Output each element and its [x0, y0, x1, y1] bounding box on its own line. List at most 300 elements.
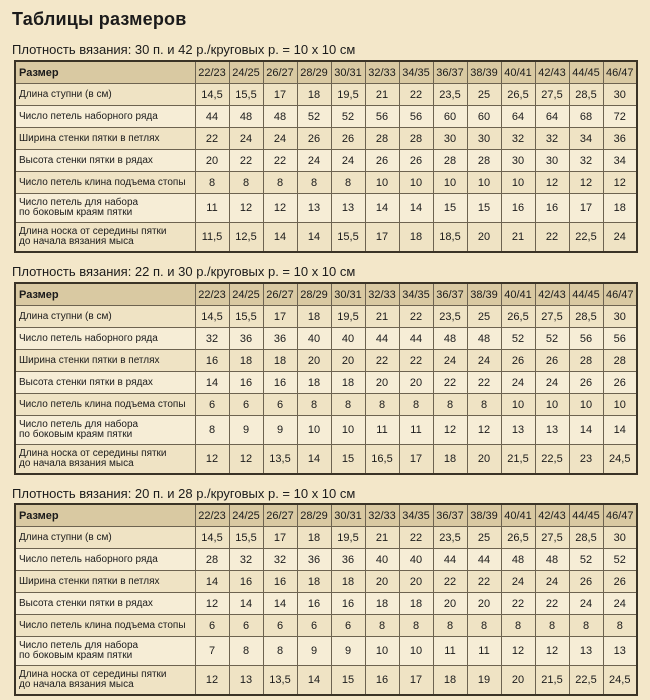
table-row — [15, 571, 637, 593]
table-cell: 10 — [535, 394, 569, 416]
table-cell: 8 — [297, 172, 331, 194]
table-row — [15, 416, 637, 445]
table-cell: 13 — [229, 666, 263, 696]
row-label-line: Длина ступни (в см) — [19, 531, 112, 543]
table-cell: 21 — [365, 306, 399, 328]
table-row — [15, 372, 637, 394]
table-cell: 26 — [297, 128, 331, 150]
table-cell: 30 — [603, 84, 637, 106]
table-cell: 20 — [195, 150, 229, 172]
size-table-2 — [14, 282, 638, 475]
table-cell: 23,5 — [433, 527, 467, 549]
table-cell: 20 — [467, 445, 501, 475]
table-cell: 6 — [229, 394, 263, 416]
size-column-header: 34/35 — [399, 61, 433, 84]
row-label — [15, 593, 195, 615]
table-row — [15, 527, 637, 549]
table-cell: 12 — [195, 593, 229, 615]
table-cell: 26,5 — [501, 306, 535, 328]
table-cell: 24 — [501, 372, 535, 394]
table-cell: 24 — [297, 150, 331, 172]
page-title: Таблицы размеров — [12, 9, 187, 29]
table-cell: 26,5 — [501, 84, 535, 106]
table-cell: 28 — [433, 150, 467, 172]
table-cell: 23,5 — [433, 84, 467, 106]
row-label — [15, 571, 195, 593]
size-header-label: Размер — [15, 283, 195, 306]
table-cell: 17 — [399, 666, 433, 696]
table-cell: 16 — [195, 350, 229, 372]
table-cell: 17 — [365, 223, 399, 253]
row-label-line: Число петель для набора — [19, 640, 139, 651]
table-cell: 13 — [297, 194, 331, 223]
table-cell: 48 — [229, 106, 263, 128]
size-column-header: 32/33 — [365, 61, 399, 84]
table-cell: 22 — [467, 372, 501, 394]
table-cell: 14 — [297, 223, 331, 253]
table-cell: 8 — [331, 172, 365, 194]
table-row — [15, 615, 637, 637]
table-cell: 6 — [331, 615, 365, 637]
table-cell: 20 — [331, 350, 365, 372]
row-label-line: по боковым краям пятки — [19, 429, 133, 440]
table-cell: 48 — [501, 549, 535, 571]
table-cell: 56 — [399, 106, 433, 128]
table-cell: 22,5 — [535, 445, 569, 475]
row-label-line: Длина носка от середины пятки — [19, 669, 167, 680]
table-cell: 16 — [331, 593, 365, 615]
size-column-header: 38/39 — [467, 504, 501, 527]
row-label — [15, 350, 195, 372]
table-cell: 22 — [535, 593, 569, 615]
table-cell: 17 — [263, 84, 297, 106]
table-cell: 16 — [535, 194, 569, 223]
table-cell: 26 — [603, 571, 637, 593]
table-cell: 11 — [467, 637, 501, 666]
size-column-header: 44/45 — [569, 504, 603, 527]
table-cell: 12 — [535, 637, 569, 666]
row-label — [15, 549, 195, 571]
table-cell: 36 — [263, 328, 297, 350]
row-label-line: Высота стенки пятки в рядах — [19, 154, 153, 166]
table-cell: 15 — [331, 666, 365, 696]
table-cell: 44 — [195, 106, 229, 128]
table-cell: 14 — [229, 593, 263, 615]
table-cell: 8 — [603, 615, 637, 637]
table-cell: 28,5 — [569, 527, 603, 549]
table-cell: 18 — [331, 372, 365, 394]
table-cell: 20 — [365, 372, 399, 394]
table-cell: 8 — [467, 394, 501, 416]
table-cell: 44 — [365, 328, 399, 350]
table-cell: 24,5 — [603, 666, 637, 696]
table-cell: 36 — [603, 128, 637, 150]
row-label — [15, 128, 195, 150]
table-cell: 10 — [501, 394, 535, 416]
table-cell: 17 — [263, 527, 297, 549]
table-cell: 27,5 — [535, 527, 569, 549]
table-cell: 18 — [297, 84, 331, 106]
row-label — [15, 416, 195, 445]
row-label-line: Высота стенки пятки в рядах — [19, 597, 153, 609]
table-cell: 24 — [331, 150, 365, 172]
table-cell: 36 — [297, 549, 331, 571]
table-cell: 72 — [603, 106, 637, 128]
table-cell: 27,5 — [535, 84, 569, 106]
table-cell: 19,5 — [331, 527, 365, 549]
size-column-header: 36/37 — [433, 61, 467, 84]
row-label-line: Число петель наборного ряда — [19, 553, 158, 565]
table-cell: 10 — [365, 637, 399, 666]
size-column-header: 44/45 — [569, 283, 603, 306]
table-cell: 19,5 — [331, 306, 365, 328]
table-cell: 22 — [433, 372, 467, 394]
size-column-header: 22/23 — [195, 504, 229, 527]
table-cell: 8 — [501, 615, 535, 637]
table-cell: 22 — [535, 223, 569, 253]
table-row — [15, 445, 637, 475]
table-cell: 11 — [399, 416, 433, 445]
row-label — [15, 106, 195, 128]
table-cell: 40 — [331, 328, 365, 350]
size-column-header: 38/39 — [467, 61, 501, 84]
table-cell: 12 — [195, 666, 229, 696]
table-cell: 18 — [331, 571, 365, 593]
table-cell: 18 — [399, 593, 433, 615]
table-cell: 10 — [501, 172, 535, 194]
table-cell: 22 — [365, 350, 399, 372]
table-cell: 28,5 — [569, 84, 603, 106]
table-cell: 14 — [399, 194, 433, 223]
table-cell: 18 — [263, 350, 297, 372]
table-cell: 10 — [399, 637, 433, 666]
table-cell: 18 — [297, 372, 331, 394]
row-label — [15, 172, 195, 194]
table-cell: 18 — [433, 445, 467, 475]
table-cell: 12 — [263, 194, 297, 223]
table-cell: 26 — [603, 372, 637, 394]
table-cell: 30 — [467, 128, 501, 150]
row-label — [15, 615, 195, 637]
density-caption-2: Плотность вязания: 22 п. и 30 р./круговых р. = 10 х 10 см — [12, 264, 356, 279]
table-cell: 22 — [399, 84, 433, 106]
row-label — [15, 150, 195, 172]
size-header-label: Размер — [15, 61, 195, 84]
table-cell: 8 — [365, 615, 399, 637]
table-cell: 10 — [569, 394, 603, 416]
table-cell: 22 — [399, 350, 433, 372]
table-cell: 44 — [433, 549, 467, 571]
table-cell: 28,5 — [569, 306, 603, 328]
table-cell: 52 — [569, 549, 603, 571]
table-cell: 52 — [331, 106, 365, 128]
table-cell: 6 — [263, 615, 297, 637]
table-cell: 44 — [467, 549, 501, 571]
table-cell: 26 — [331, 128, 365, 150]
table-cell: 48 — [433, 328, 467, 350]
row-label — [15, 394, 195, 416]
size-column-header: 40/41 — [501, 61, 535, 84]
table-cell: 20 — [399, 372, 433, 394]
table-cell: 8 — [569, 615, 603, 637]
table-cell: 24 — [229, 128, 263, 150]
table-row — [15, 172, 637, 194]
size-column-header: 26/27 — [263, 283, 297, 306]
table-cell: 13 — [501, 416, 535, 445]
size-column-header: 24/25 — [229, 61, 263, 84]
table-cell: 26 — [399, 150, 433, 172]
table-cell: 56 — [569, 328, 603, 350]
size-column-header: 42/43 — [535, 504, 569, 527]
table-cell: 8 — [433, 394, 467, 416]
size-column-header: 34/35 — [399, 283, 433, 306]
table-cell: 32 — [535, 128, 569, 150]
size-column-header: 22/23 — [195, 283, 229, 306]
table-cell: 15,5 — [229, 306, 263, 328]
table-cell: 24 — [535, 372, 569, 394]
table-cell: 48 — [535, 549, 569, 571]
table-cell: 24 — [467, 350, 501, 372]
table-cell: 68 — [569, 106, 603, 128]
table-cell: 8 — [399, 615, 433, 637]
table-cell: 10 — [365, 172, 399, 194]
row-label-line: Число петель наборного ряда — [19, 110, 158, 122]
table-cell: 13 — [603, 637, 637, 666]
row-label-line: Длина ступни (в см) — [19, 310, 112, 322]
table-cell: 20 — [433, 593, 467, 615]
table-cell: 18 — [297, 527, 331, 549]
table-cell: 8 — [297, 394, 331, 416]
table-cell: 22 — [399, 527, 433, 549]
table-cell: 21,5 — [501, 445, 535, 475]
table-cell: 15 — [331, 445, 365, 475]
table-row — [15, 223, 637, 253]
table-cell: 21 — [501, 223, 535, 253]
table-cell: 23 — [569, 445, 603, 475]
table-cell: 14 — [603, 416, 637, 445]
table-cell: 52 — [501, 328, 535, 350]
row-label-line: до начала вязания мыса — [19, 458, 134, 469]
table-cell: 18,5 — [433, 223, 467, 253]
table-cell: 60 — [433, 106, 467, 128]
table-cell: 15 — [467, 194, 501, 223]
table-cell: 9 — [331, 637, 365, 666]
table-cell: 14,5 — [195, 306, 229, 328]
table-cell: 25 — [467, 306, 501, 328]
table-cell: 18 — [229, 350, 263, 372]
density-caption-3: Плотность вязания: 20 п. и 28 р./круговых р. = 10 х 10 см — [12, 486, 356, 501]
table-cell: 21 — [365, 84, 399, 106]
table-row — [15, 350, 637, 372]
table-cell: 27,5 — [535, 306, 569, 328]
size-column-header: 24/25 — [229, 504, 263, 527]
row-label — [15, 372, 195, 394]
size-column-header: 40/41 — [501, 504, 535, 527]
table-cell: 22 — [195, 128, 229, 150]
table-cell: 34 — [603, 150, 637, 172]
row-label — [15, 637, 195, 666]
table-row — [15, 394, 637, 416]
table-cell: 13,5 — [263, 666, 297, 696]
table-cell: 10 — [603, 394, 637, 416]
table-cell: 30 — [603, 527, 637, 549]
table-cell: 21 — [365, 527, 399, 549]
size-column-header: 34/35 — [399, 504, 433, 527]
table-cell: 28 — [569, 350, 603, 372]
row-label-line: до начала вязания мыса — [19, 236, 134, 247]
table-cell: 8 — [399, 394, 433, 416]
density-caption-1: Плотность вязания: 30 п. и 42 р./круговых р. = 10 х 10 см — [12, 42, 356, 57]
size-column-header: 32/33 — [365, 283, 399, 306]
table-cell: 19 — [467, 666, 501, 696]
table-cell: 30 — [501, 150, 535, 172]
table-cell: 22 — [467, 571, 501, 593]
table-cell: 12 — [467, 416, 501, 445]
table-cell: 8 — [195, 416, 229, 445]
size-column-header: 30/31 — [331, 504, 365, 527]
table-cell: 14 — [263, 593, 297, 615]
table-cell: 32 — [263, 549, 297, 571]
table-cell: 15,5 — [229, 84, 263, 106]
row-label-line: Ширина стенки пятки в петлях — [19, 354, 160, 366]
table-cell: 22,5 — [569, 666, 603, 696]
row-label — [15, 84, 195, 106]
row-label — [15, 445, 195, 475]
size-table-1 — [14, 60, 638, 253]
table-cell: 13,5 — [263, 445, 297, 475]
table-cell: 12 — [195, 445, 229, 475]
size-column-header: 36/37 — [433, 504, 467, 527]
table-cell: 14 — [365, 194, 399, 223]
table-cell: 24 — [603, 223, 637, 253]
table-cell: 28 — [195, 549, 229, 571]
table-cell: 9 — [263, 416, 297, 445]
table-cell: 56 — [603, 328, 637, 350]
table-cell: 64 — [535, 106, 569, 128]
table-cell: 18 — [297, 571, 331, 593]
table-cell: 17 — [263, 306, 297, 328]
table-cell: 28 — [365, 128, 399, 150]
table-cell: 8 — [433, 615, 467, 637]
size-column-header: 46/47 — [603, 61, 637, 84]
table-cell: 22,5 — [569, 223, 603, 253]
row-label — [15, 527, 195, 549]
size-column-header: 28/29 — [297, 283, 331, 306]
table-cell: 6 — [195, 394, 229, 416]
table-cell: 8 — [467, 615, 501, 637]
table-cell: 14,5 — [195, 84, 229, 106]
table-cell: 13 — [569, 637, 603, 666]
table-cell: 40 — [365, 549, 399, 571]
table-cell: 24 — [569, 593, 603, 615]
table-cell: 17 — [569, 194, 603, 223]
size-column-header: 38/39 — [467, 283, 501, 306]
table-cell: 16 — [263, 372, 297, 394]
table-cell: 24 — [263, 128, 297, 150]
table-cell: 16 — [501, 194, 535, 223]
table-cell: 11 — [365, 416, 399, 445]
size-column-header: 28/29 — [297, 61, 331, 84]
table-cell: 20 — [467, 223, 501, 253]
size-column-header: 46/47 — [603, 504, 637, 527]
table-cell: 26,5 — [501, 527, 535, 549]
size-column-header: 36/37 — [433, 283, 467, 306]
table-cell: 48 — [263, 106, 297, 128]
row-label — [15, 194, 195, 223]
size-table-3 — [14, 503, 638, 696]
table-cell: 8 — [331, 394, 365, 416]
size-column-header: 44/45 — [569, 61, 603, 84]
row-label-line: Число петель для набора — [19, 419, 139, 430]
table-cell: 20 — [467, 593, 501, 615]
size-column-header: 26/27 — [263, 61, 297, 84]
table-cell: 16,5 — [365, 445, 399, 475]
row-label-line: Число петель клина подъема стопы — [19, 176, 186, 188]
table-cell: 8 — [229, 172, 263, 194]
table-row — [15, 128, 637, 150]
table-cell: 7 — [195, 637, 229, 666]
table-cell: 18 — [603, 194, 637, 223]
table-cell: 20 — [501, 666, 535, 696]
table-cell: 30 — [535, 150, 569, 172]
table-cell: 36 — [229, 328, 263, 350]
table-row — [15, 666, 637, 696]
table-cell: 16 — [229, 372, 263, 394]
table-cell: 22 — [263, 150, 297, 172]
size-column-header: 40/41 — [501, 283, 535, 306]
table-cell: 6 — [263, 394, 297, 416]
table-cell: 14 — [297, 666, 331, 696]
table-cell: 52 — [603, 549, 637, 571]
table-row — [15, 593, 637, 615]
table-cell: 12 — [569, 172, 603, 194]
table-cell: 8 — [263, 637, 297, 666]
table-cell: 24,5 — [603, 445, 637, 475]
table-cell: 18 — [365, 593, 399, 615]
table-row — [15, 549, 637, 571]
table-row — [15, 194, 637, 223]
row-label-line: Число петель клина подъема стопы — [19, 619, 186, 631]
row-label-line: по боковым краям пятки — [19, 207, 133, 218]
table-cell: 32 — [229, 549, 263, 571]
row-label-line: Длина носка от середины пятки — [19, 448, 167, 459]
table-cell: 8 — [365, 394, 399, 416]
table-cell: 12 — [603, 172, 637, 194]
table-cell: 12,5 — [229, 223, 263, 253]
table-cell: 10 — [467, 172, 501, 194]
row-label-line: Ширина стенки пятки в петлях — [19, 132, 160, 144]
table-cell: 9 — [229, 416, 263, 445]
table-cell: 32 — [195, 328, 229, 350]
table-cell: 24 — [603, 593, 637, 615]
table-cell: 19,5 — [331, 84, 365, 106]
table-cell: 15 — [433, 194, 467, 223]
table-cell: 36 — [331, 549, 365, 571]
table-cell: 8 — [263, 172, 297, 194]
table-row — [15, 84, 637, 106]
table-cell: 14 — [297, 445, 331, 475]
table-cell: 16 — [229, 571, 263, 593]
table-cell: 14 — [263, 223, 297, 253]
row-label-line: до начала вязания мыса — [19, 679, 134, 690]
table-cell: 22 — [501, 593, 535, 615]
row-label-line: Высота стенки пятки в рядах — [19, 376, 153, 388]
table-cell: 6 — [297, 615, 331, 637]
table-row — [15, 328, 637, 350]
size-column-header: 42/43 — [535, 61, 569, 84]
table-cell: 13 — [331, 194, 365, 223]
table-cell: 44 — [399, 328, 433, 350]
